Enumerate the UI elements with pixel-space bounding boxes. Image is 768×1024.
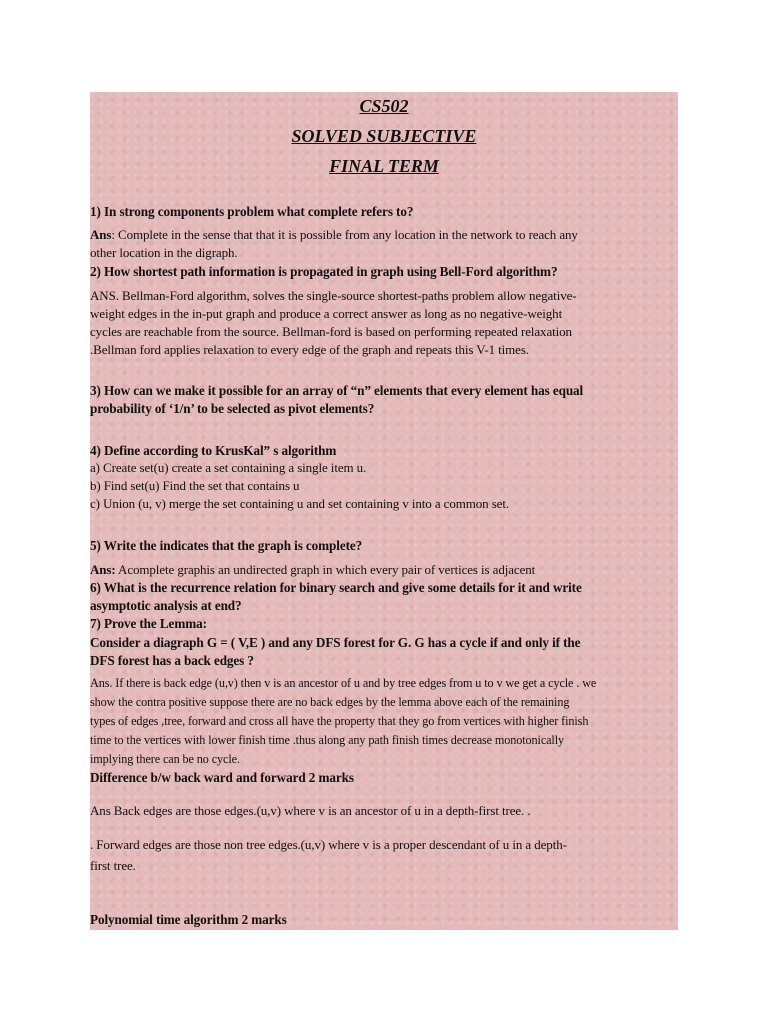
question-6-line-2: asymptotic analysis at end? bbox=[90, 598, 242, 613]
question-7: 7) Prove the Lemma: bbox=[90, 616, 207, 631]
question-7-line-3: DFS forest has a back edges ? bbox=[90, 653, 254, 668]
question-2: 2) How shortest path information is propagated in graph using Bell-Ford algorithm? bbox=[90, 264, 558, 279]
document-term: FINAL TERM bbox=[329, 156, 439, 176]
answer-2-line-2: weight edges in the in-put graph and produce a correct answer as long as no negative-weight bbox=[90, 306, 563, 321]
answer-4-a: a) Create set(u) create a set containing a single item u. bbox=[90, 460, 367, 475]
answer-2-line-4: .Bellman ford applies relaxation to every edge of the graph and repeats this V-1 times. bbox=[90, 342, 529, 357]
question-6-line-1: 6) What is the recurrence relation for binary search and give some details for it and write bbox=[90, 580, 582, 595]
course-code: CS502 bbox=[359, 96, 409, 116]
answer-7-line-4: time to the vertices with lower finish time .thus along any path finish times decrease monotonically bbox=[90, 733, 565, 747]
answer-7-line-5: implying there can be no cycle. bbox=[90, 752, 240, 766]
answer-4-b: b) Find set(u) Find the set that contains u bbox=[90, 478, 300, 493]
answer-8-line-3: first tree. bbox=[90, 858, 136, 873]
question-3-line-2: probability of ‘1/n’ to be selected as pivot elements? bbox=[90, 401, 375, 416]
question-7-line-2: Consider a diagraph G = ( V,E ) and any DFS forest for G. G has a cycle if and only if the bbox=[90, 635, 581, 650]
answer-5 bbox=[90, 562, 678, 578]
answer-2-line-3: cycles are reachable from the source. Bellman-ford is based on performing repeated relaxation bbox=[90, 324, 572, 339]
document-subtitle: SOLVED SUBJECTIVE bbox=[291, 126, 477, 146]
answer-label: Ans: bbox=[90, 562, 116, 577]
question-4: 4) Define according to KrusKal” s algorithm bbox=[90, 443, 337, 458]
answer-7-line-1: Ans. If there is back edge (u,v) then v is an ancestor of u and by tree edges from u to v we get a cycle . we bbox=[90, 676, 597, 690]
answer-label: Ans bbox=[90, 227, 112, 242]
answer-7-line-2: show the contra positive suppose there are no back edges by the lemma above each of the remaining bbox=[90, 695, 570, 709]
answer-4-c: c) Union (u, v) merge the set containing u and set containing v into a common set. bbox=[90, 496, 510, 511]
question-5: 5) Write the indicates that the graph is complete? bbox=[90, 538, 363, 553]
question-9: Polynomial time algorithm 2 marks bbox=[90, 912, 287, 927]
answer-7-line-3: types of edges ,tree, forward and cross all have the property that they go from vertices with higher finish bbox=[90, 714, 589, 728]
answer-5-text: Acomplete graphis an undirected graph in which every pair of vertices is adjacent bbox=[115, 562, 536, 577]
answer-8-line-2: . Forward edges are those non tree edges.(u,v) where v is a proper descendant of u in a depth- bbox=[90, 837, 567, 852]
question-3-line-1: 3) How can we make it possible for an array of “n” elements that every element has equal bbox=[90, 383, 584, 398]
question-1: 1) In strong components problem what complete refers to? bbox=[90, 204, 414, 219]
answer-1-line-1 bbox=[90, 227, 678, 243]
answer-8-line-1: Ans Back edges are those edges.(u,v) where v is an ancestor of u in a depth-first tree. . bbox=[90, 803, 531, 818]
answer-1-line-2: other location in the digraph. bbox=[90, 245, 238, 260]
answer-1-text: : Complete in the sense that that it is possible from any location in the network to reach any bbox=[111, 227, 578, 242]
document-page bbox=[90, 92, 678, 930]
answer-2-line-1: ANS. Bellman-Ford algorithm, solves the single-source shortest-paths problem allow negative- bbox=[90, 288, 577, 303]
question-8: Difference b/w back ward and forward 2 marks bbox=[90, 770, 354, 785]
